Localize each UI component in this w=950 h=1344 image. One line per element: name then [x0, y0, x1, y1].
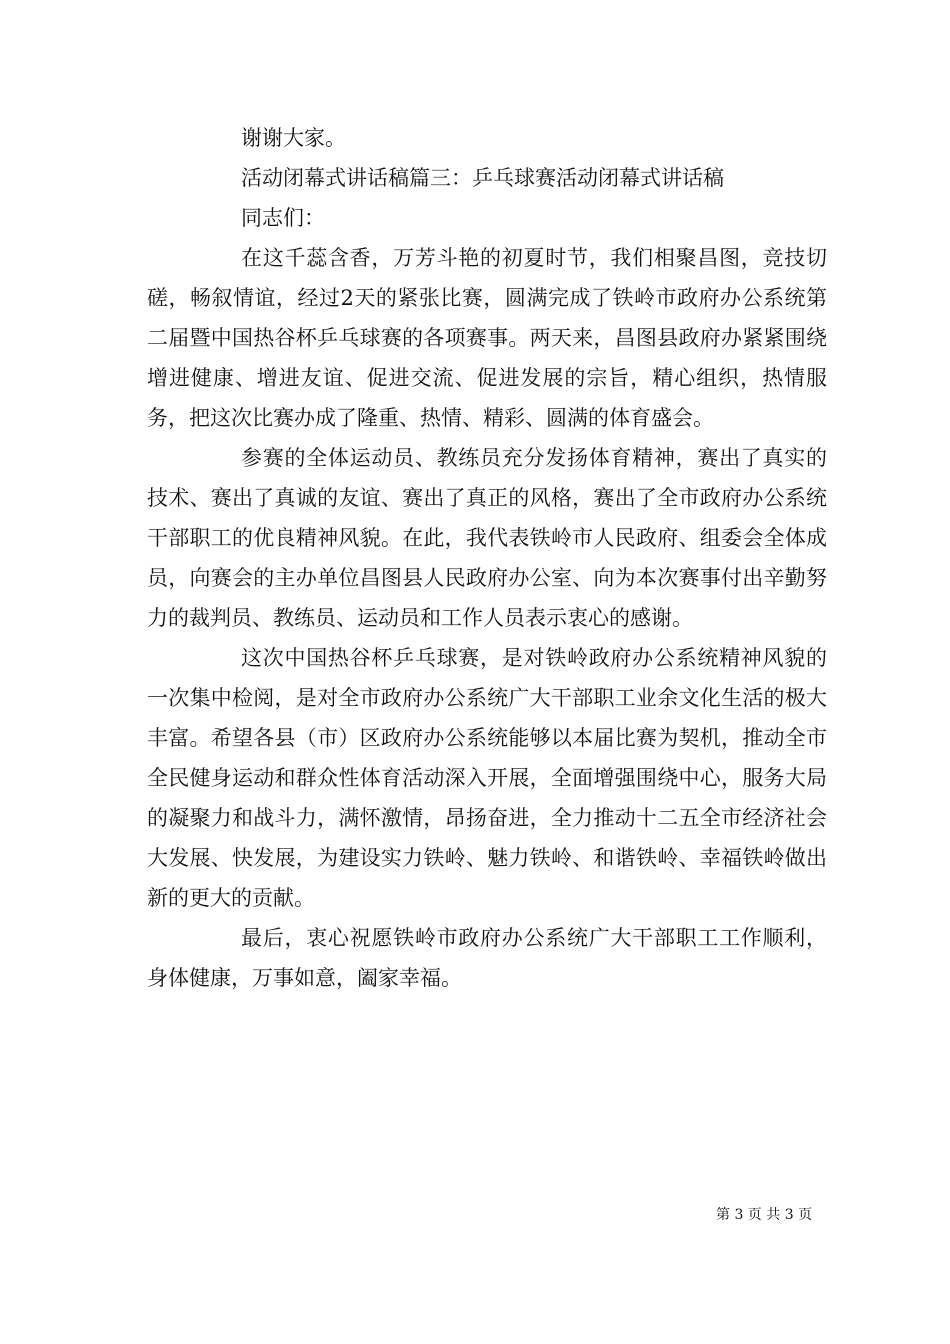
paragraph-4: 最后，衷心祝愿铁岭市政府办公系统广大干部职工工作顺利，身体健康，万事如意，阖家幸福。 — [147, 926, 827, 990]
paragraph-1: 在这千蕊含香，万芳斗艳的初夏时节，我们相聚昌图，竞技切磋，畅叙情谊，经过2天的紧张比赛，圆满完成了铁岭市政府办公系统第二届暨中国热谷杯乒乓球赛的各项赛事。两天来，昌图县政府办紧紧围绕增进健康、增进友谊、促进交流、促进发展的宗旨，精心组织，热情服务，把这次比赛办成了隆重、热情、精彩、圆满的体育盛会。 — [147, 246, 827, 430]
paragraph-2: 参赛的全体运动员、教练员充分发扬体育精神，赛出了真实的技术、赛出了真诚的友谊、赛出了真正的风格，赛出了全市政府办公系统干部职工的优良精神风貌。在此，我代表铁岭市人民政府、组委会全体成员，向赛会的主办单位昌图县人民政府办公室、向为本次赛事付出辛勤努力的裁判员、教练员、运动员和工作人员表示衷心的感谢。 — [147, 446, 827, 630]
page-number-footer: 第 3 页 共 3 页 — [716, 1207, 813, 1223]
closing-line: 谢谢大家。 — [241, 126, 346, 150]
salutation: 同志们： — [241, 206, 325, 230]
paragraph-3: 这次中国热谷杯乒乓球赛，是对铁岭政府办公系统精神风貌的一次集中检阅，是对全市政府办公系统广大干部职工业余文化生活的极大丰富。希望各县（市）区政府办公系统能够以本届比赛为契机，推动全市全民健身运动和群众性体育活动深入开展，全面增强围绕中心，服务大局的凝聚力和战斗力，满怀激情，昂扬奋进，全力推动十二五全市经济社会大发展、快发展，为建设实力铁岭、魅力铁岭、和谐铁岭、幸福铁岭做出新的更大的贡献。 — [147, 646, 827, 910]
document-body — [147, 118, 827, 998]
section-heading: 活动闭幕式讲话稿篇三：乒乓球赛活动闭幕式讲话稿 — [241, 166, 724, 190]
